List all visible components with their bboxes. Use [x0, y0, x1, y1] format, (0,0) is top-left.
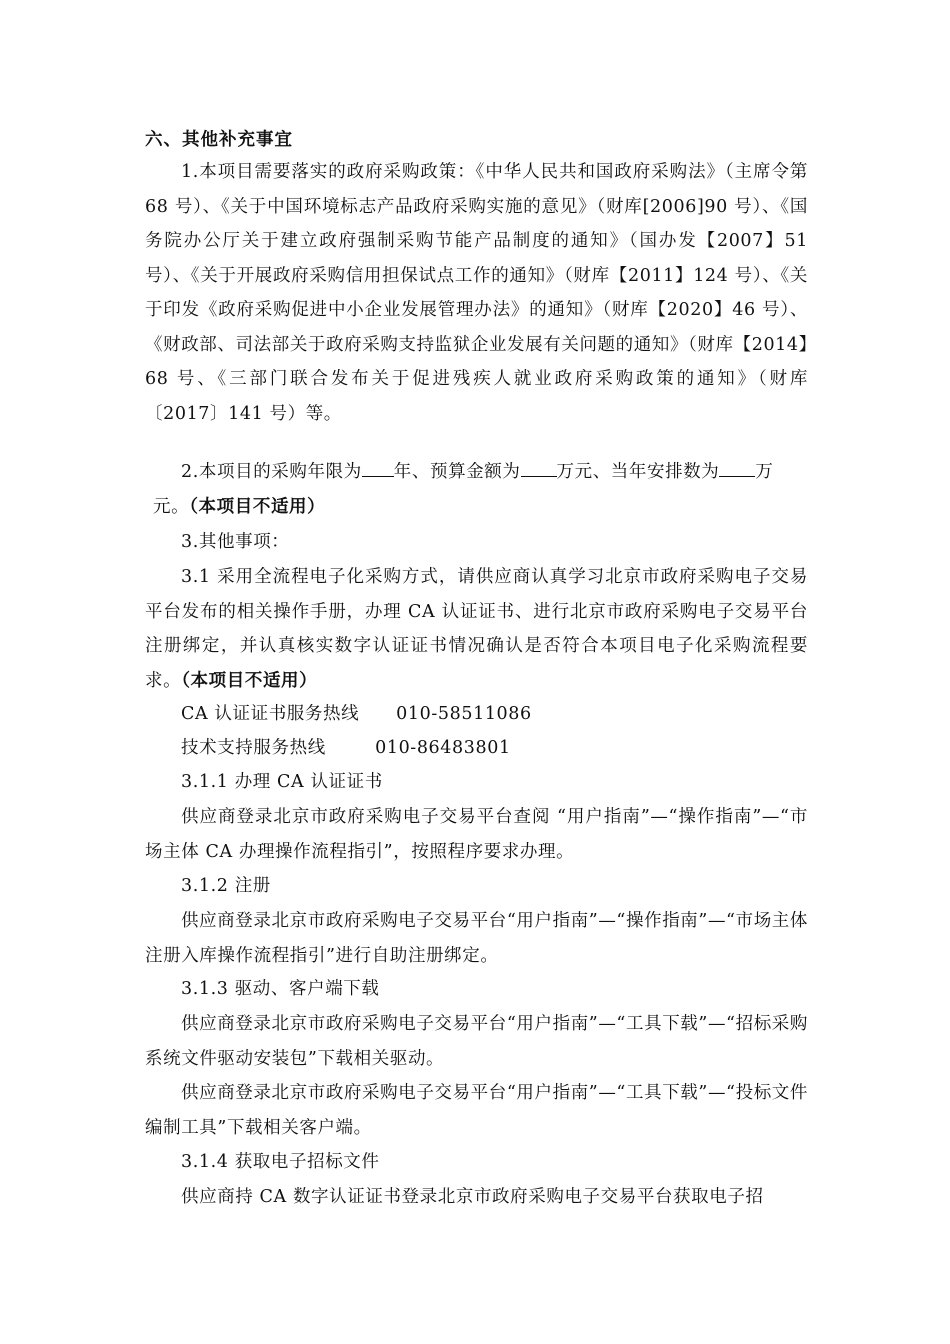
- para-3-1-3-a: 供应商登录北京市政府采购电子交易平台“用户指南”—“工具下载”—“招标采购系统文件驱动安装包”下载相关驱动。: [145, 1014, 808, 1069]
- other-matters-label: 3.其他事项：: [181, 532, 290, 552]
- budget-text-5: 元。: [153, 497, 190, 517]
- policy-paragraph: 1.本项目需要落实的政府采购政策：《中华人民共和国政府采购法》（主席令第 68 号）、《关于中国环境标志产品政府采购实施的意见》（财库[2006]90 号）、《国务院办公厅关于建立政府强制采购节能产品制度的通知》（国办发【2007】51 号）、《关于开展政府采购信用担保试点工作的通知》（财库【2011】124 号）、《关于印发《政府采购促进中小企业发展管理办法》的通知》（财库【2020】46 号）、《财政部、司法部关于政府采购支持监狱企业发展有关问题的通知》（财库【2014】68 号、《三部门联合发布关于促进残疾人就业政府采购政策的通知》（财库〔2017〕141 号）等。: [145, 162, 808, 424]
- heading-3-1-2: 3.1.2 注册: [181, 876, 271, 896]
- budget-text-1: 2.本项目的采购年限为: [181, 462, 362, 482]
- item-3-1-paragraph: [145, 560, 808, 698]
- para-3-1-3-b: 供应商登录北京市政府采购电子交易平台“用户指南”—“工具下载”—“投标文件编制工具”下载相关客户端。: [145, 1083, 808, 1138]
- budget-text-2: 年、预算金额为: [393, 462, 521, 482]
- heading-3-1-3: 3.1.3 驱动、客户端下载: [181, 979, 380, 999]
- blank-annual: [719, 458, 755, 477]
- not-applicable-note: （本项目不适用）: [189, 497, 326, 517]
- budget-paragraph-line2: [153, 490, 325, 525]
- blank-budget: [521, 458, 557, 477]
- para-3-1-2: 供应商登录北京市政府采购电子交易平台“用户指南”—“操作指南”—“市场主体注册入库操作流程指引”进行自助注册绑定。: [145, 911, 808, 966]
- blank-years: [362, 458, 394, 477]
- ca-hotline: CA 认证证书服务热线 010-58511086: [181, 704, 532, 724]
- tech-support-hotline: 技术支持服务热线 010-86483801: [181, 738, 511, 758]
- item-3-1-note: （本项目不适用）: [181, 670, 318, 691]
- budget-paragraph-line1: [181, 455, 774, 490]
- para-3-1-4: 供应商持 CA 数字认证证书登录北京市政府采购电子交易平台获取电子招: [181, 1187, 764, 1207]
- heading-3-1-4: 3.1.4 获取电子招标文件: [181, 1152, 380, 1172]
- heading-3-1-1: 3.1.1 办理 CA 认证证书: [181, 772, 383, 792]
- section-heading: 六、其他补充事宜: [145, 130, 293, 150]
- para-3-1-1: 供应商登录北京市政府采购电子交易平台查阅 “用户指南”—“操作指南”—“市场主体 CA 办理操作流程指引”，按照程序要求办理。: [145, 807, 808, 862]
- budget-text-3: 万元、当年安排数为: [556, 462, 720, 482]
- budget-text-4: 万: [755, 462, 774, 482]
- item-3-1-text: 3.1 采用全流程电子化采购方式，请供应商认真学习北京市政府采购电子交易平台发布的相关操作手册，办理 CA 认证证书、进行北京市政府采购电子交易平台注册绑定，并认真核实数字认证证书情况确认是否符合本项目电子化采购流程要求。: [145, 567, 808, 691]
